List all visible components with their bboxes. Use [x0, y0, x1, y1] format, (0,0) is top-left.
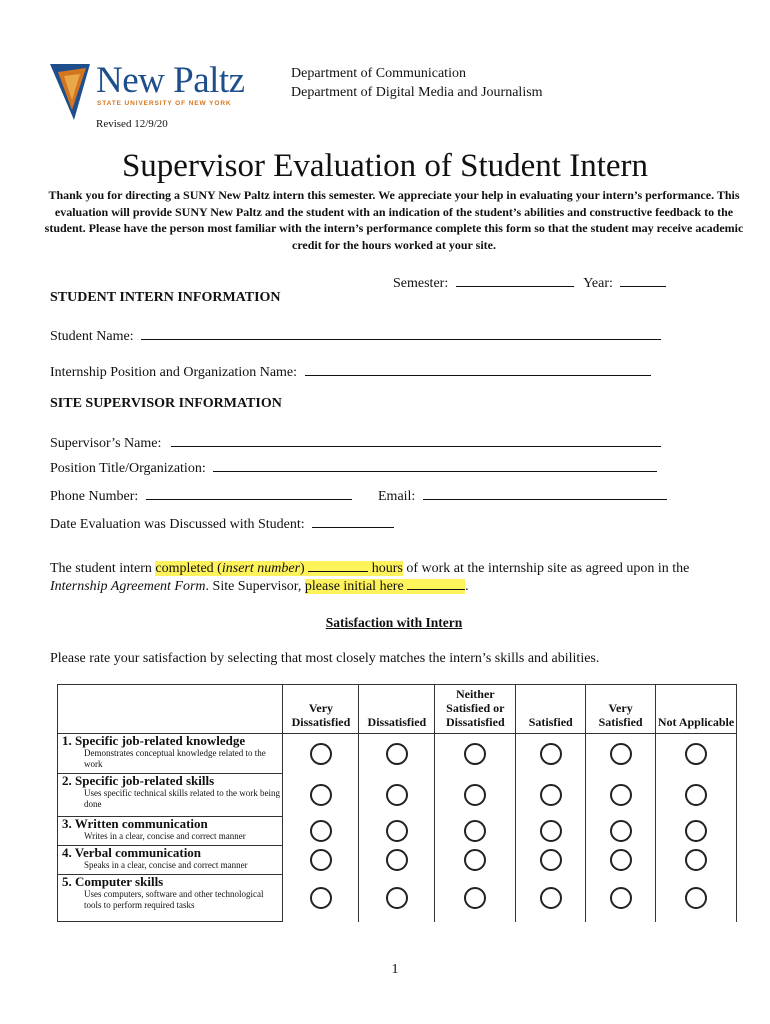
- rating-cell: [435, 774, 516, 817]
- rating-radio-button[interactable]: [464, 743, 486, 765]
- phone-row: [50, 485, 352, 506]
- rating-cell: [283, 816, 359, 845]
- rating-radio-button[interactable]: [685, 820, 707, 842]
- rating-cell: [359, 846, 435, 875]
- rating-radio-button[interactable]: [310, 743, 332, 765]
- criterion-title: 3. Written communication: [62, 815, 208, 831]
- rating-radio-button[interactable]: [540, 887, 562, 909]
- hours-post: of work at the internship site as agreed upon in the: [402, 561, 690, 576]
- supervisor-name-row: [50, 432, 661, 453]
- supervisor-section-heading: SITE SUPERVISOR INFORMATION: [50, 396, 282, 411]
- department-digital-media: Department of Digital Media and Journalism: [291, 85, 543, 100]
- year-label: Year:: [583, 276, 613, 291]
- rating-radio-button[interactable]: [386, 820, 408, 842]
- hours-pre: The student intern: [50, 561, 156, 576]
- page-number: 1: [391, 962, 399, 977]
- email-field[interactable]: [423, 485, 667, 500]
- page-title: Supervisor Evaluation of Student Intern: [121, 148, 649, 184]
- position-row: [50, 361, 651, 382]
- rating-cell: [283, 733, 359, 774]
- criterion-cell: [58, 875, 283, 922]
- rating-cell: [359, 816, 435, 845]
- initial-text: please initial here: [304, 579, 404, 594]
- rating-cell: [516, 816, 586, 845]
- criterion-description: Speaks in a clear, concise and correct manner: [84, 860, 248, 870]
- rating-cell: [656, 733, 737, 774]
- rating-cell: [435, 816, 516, 845]
- year-field[interactable]: [620, 272, 666, 287]
- header-blank-cell: [58, 685, 283, 734]
- rating-cell: [586, 846, 656, 875]
- criterion-cell: [58, 816, 283, 845]
- rating-cell: [516, 846, 586, 875]
- initial-field[interactable]: [407, 575, 465, 590]
- discussion-date-row: [50, 513, 394, 534]
- rating-radio-button[interactable]: [540, 820, 562, 842]
- rating-radio-button[interactable]: [310, 820, 332, 842]
- rating-cell: [283, 774, 359, 817]
- phone-label: Phone Number:: [50, 489, 139, 504]
- semester-label: Semester:: [393, 276, 449, 291]
- student-name-field[interactable]: [141, 325, 661, 340]
- supervisor-name-field[interactable]: [171, 432, 661, 447]
- hours-statement-line2: [50, 575, 469, 596]
- rating-cell: [435, 875, 516, 922]
- satisfaction-heading: Satisfaction with Intern: [325, 615, 463, 630]
- criterion-cell: [58, 774, 283, 817]
- rating-cell: [435, 733, 516, 774]
- criterion-cell: [58, 846, 283, 875]
- rating-radio-button[interactable]: [610, 887, 632, 909]
- rating-cell: [586, 774, 656, 817]
- criterion-title: 5. Computer skills: [62, 874, 164, 890]
- rating-cell: [656, 846, 737, 875]
- rating-radio-button[interactable]: [386, 743, 408, 765]
- rating-cell: [516, 875, 586, 922]
- department-lines: [291, 64, 543, 102]
- rating-cell: [586, 875, 656, 922]
- table-row: [58, 816, 737, 845]
- criterion-description: Uses computers, software and other technological tools to perform required tasks: [84, 889, 264, 911]
- rating-radio-button[interactable]: [310, 784, 332, 806]
- criterion-title: 4. Verbal communication: [62, 845, 202, 860]
- hours-completed: [155, 561, 402, 576]
- rating-radio-button[interactable]: [540, 849, 562, 871]
- criterion-description: Writes in a clear, concise and correct manner: [84, 830, 246, 841]
- rating-cell: [656, 875, 737, 922]
- table-row: [58, 875, 737, 922]
- rating-radio-button[interactable]: [386, 784, 408, 806]
- rating-cell: [359, 875, 435, 922]
- rating-radio-button[interactable]: [610, 849, 632, 871]
- table-row: [58, 733, 737, 774]
- position-title-field[interactable]: [213, 457, 657, 472]
- rating-radio-button[interactable]: [386, 849, 408, 871]
- email-label: Email:: [378, 489, 416, 504]
- position-label: Internship Position and Organization Name:: [50, 365, 298, 380]
- col-not-applicable: Not Applicable: [656, 685, 737, 734]
- rating-cell: [435, 846, 516, 875]
- department-communication: Department of Communication: [291, 66, 466, 81]
- intro-paragraph: Thank you for directing a SUNY New Paltz intern this semester. We appreciate your help in evaluating your intern’s performance. This evaluation will provide SUNY New Paltz and the student with an indication of the student’s abilities and constructive feedback to the student. Please have the person most familiar with the intern’s performance complete this form so that the student may receive academic credit for the hours worked at your site.: [44, 188, 744, 252]
- criterion-description: Demonstrates conceptual knowledge related to the work: [84, 747, 266, 769]
- col-dissatisfied: Dissatisfied: [359, 685, 435, 734]
- rating-radio-button[interactable]: [386, 887, 408, 909]
- satisfaction-instruction: Please rate your satisfaction by selecting that most closely matches the intern’s skills and abilities.: [50, 651, 600, 666]
- rating-cell: [359, 774, 435, 817]
- rating-radio-button[interactable]: [464, 820, 486, 842]
- supervisor-name-label: Supervisor’s Name:: [50, 436, 162, 451]
- logo-subtitle: STATE UNIVERSITY OF NEW YORK: [97, 100, 232, 107]
- rating-cell: [586, 816, 656, 845]
- position-field[interactable]: [305, 361, 651, 376]
- satisfaction-table: [57, 684, 737, 922]
- student-name-label: Student Name:: [50, 329, 134, 344]
- col-very-satisfied: Very Satisfied: [586, 685, 656, 734]
- hours-word: hours: [371, 561, 403, 576]
- rating-radio-button[interactable]: [685, 887, 707, 909]
- semester-field[interactable]: [456, 272, 574, 287]
- phone-field[interactable]: [146, 485, 352, 500]
- rating-radio-button[interactable]: [610, 820, 632, 842]
- rating-cell: [656, 816, 737, 845]
- agreement-form-name: Internship Agreement Form: [50, 579, 206, 594]
- revised-date: Revised 12/9/20: [96, 118, 168, 130]
- rating-radio-button[interactable]: [310, 849, 332, 871]
- table-row: [58, 846, 737, 875]
- rating-radio-button[interactable]: [464, 887, 486, 909]
- rating-radio-button[interactable]: [464, 849, 486, 871]
- semester-row: [393, 272, 666, 293]
- logo-text: New Paltz: [96, 60, 245, 101]
- rating-cell: [586, 733, 656, 774]
- criterion-description: Uses specific technical skills related to the work being done: [84, 788, 280, 810]
- rating-cell: [656, 774, 737, 817]
- rating-radio-button[interactable]: [540, 743, 562, 765]
- rating-cell: [283, 846, 359, 875]
- discussion-date-label: Date Evaluation was Discussed with Student:: [50, 517, 305, 532]
- hours-end: .: [465, 579, 469, 594]
- rating-radio-button[interactable]: [685, 849, 707, 871]
- table-row: [58, 774, 737, 817]
- email-row: [378, 485, 667, 506]
- rating-cell: [516, 774, 586, 817]
- rating-radio-button[interactable]: [464, 784, 486, 806]
- rating-radio-button[interactable]: [685, 784, 707, 806]
- site-supervisor-text: . Site Supervisor,: [205, 579, 305, 594]
- hours-number-field[interactable]: [308, 557, 368, 572]
- rating-cell: [283, 875, 359, 922]
- rating-radio-button[interactable]: [310, 887, 332, 909]
- col-very-dissatisfied: Very Dissatisfied: [283, 685, 359, 734]
- rating-cell: [359, 733, 435, 774]
- discussion-date-field[interactable]: [312, 513, 394, 528]
- position-title-row: [50, 457, 657, 478]
- col-neither: Neither Satisfied or Dissatisfied: [435, 685, 516, 734]
- student-section-heading: STUDENT INTERN INFORMATION: [50, 290, 281, 305]
- student-name-row: [50, 325, 661, 346]
- col-satisfied: Satisfied: [516, 685, 586, 734]
- criterion-title: 2. Specific job-related skills: [62, 773, 215, 789]
- criterion-title: 1. Specific job-related knowledge: [62, 732, 246, 748]
- hours-insert-number: insert number: [221, 561, 301, 576]
- hours-close-paren: ): [300, 561, 305, 576]
- initial-highlight: [305, 579, 465, 594]
- position-title-label: Position Title/Organization:: [50, 461, 206, 476]
- rating-radio-button[interactable]: [540, 784, 562, 806]
- rating-radio-button[interactable]: [610, 784, 632, 806]
- criterion-cell: [58, 733, 283, 774]
- rating-radio-button[interactable]: [685, 743, 707, 765]
- table-header-row: [58, 685, 737, 734]
- rating-cell: [516, 733, 586, 774]
- hours-completed-text: completed (: [155, 561, 222, 576]
- rating-radio-button[interactable]: [610, 743, 632, 765]
